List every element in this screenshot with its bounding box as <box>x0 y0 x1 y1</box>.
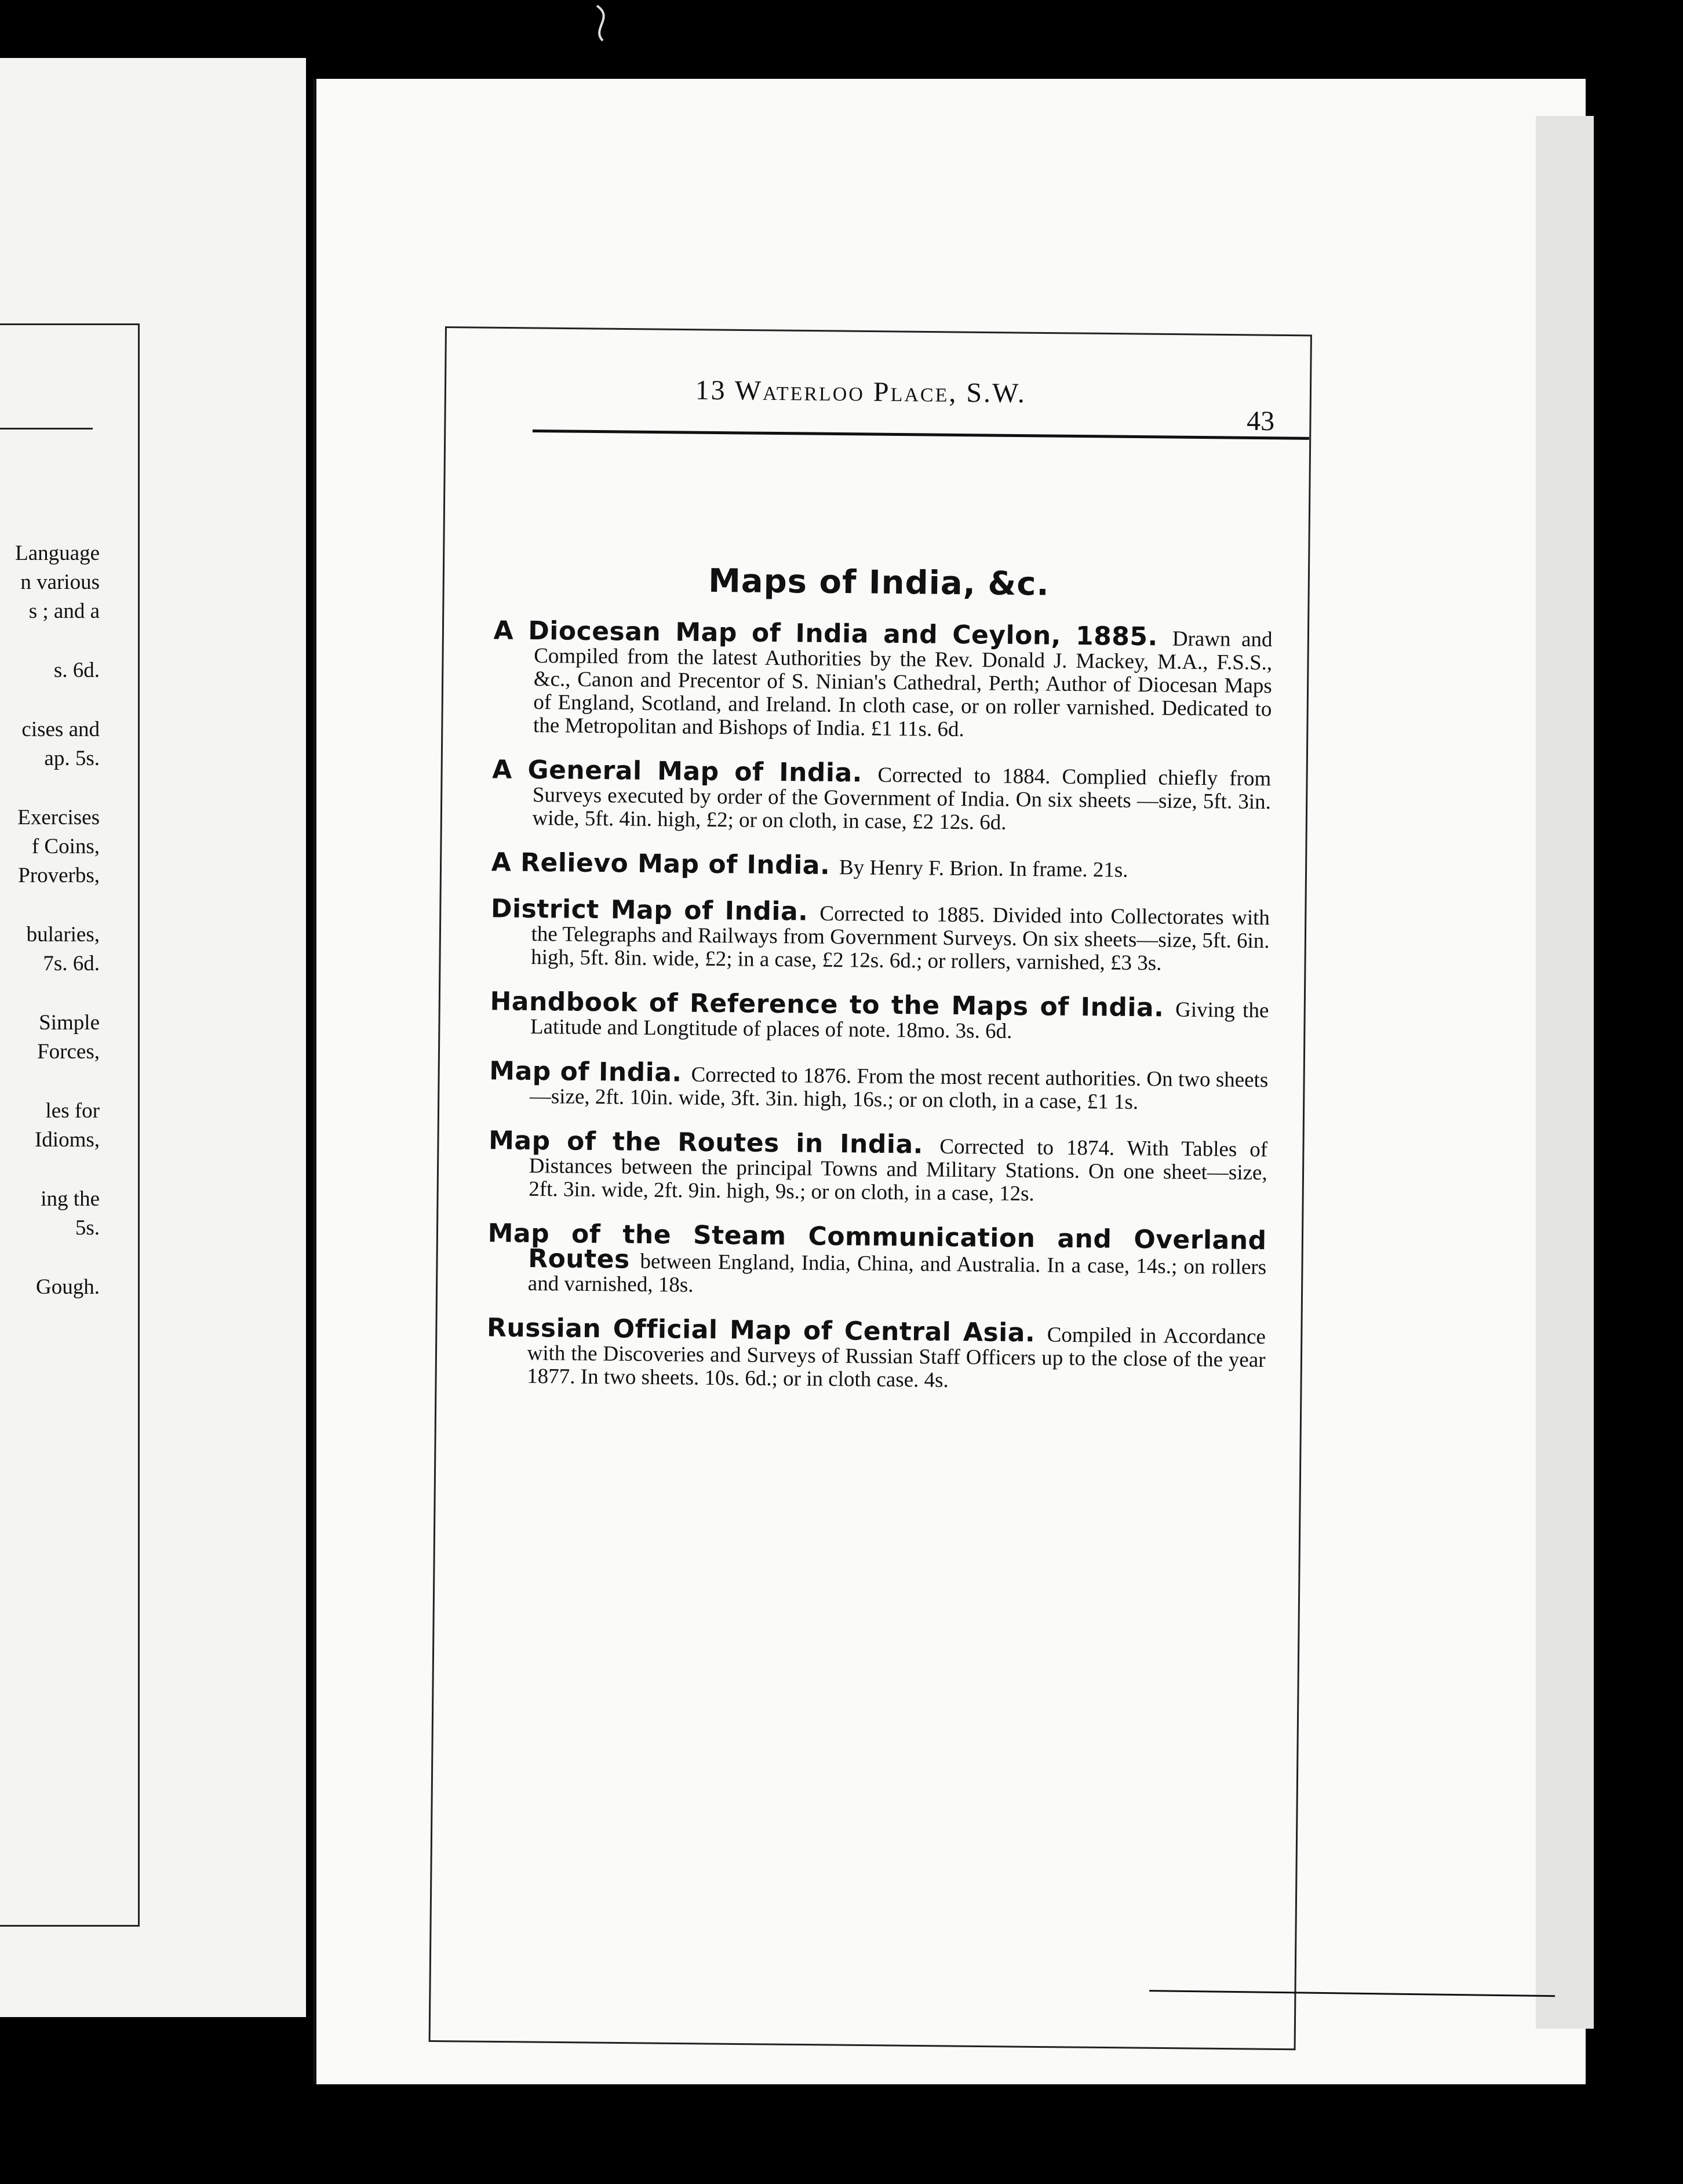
entry-text: Corrected to 1884. Complied chiefly from Surveys executed by order of the Government of India. On six sheets —size, 5ft. 3in. wide, 5ft. 4in. high, £2; or on cloth, in case, £2 12s. 6d. <box>532 763 1272 835</box>
entry-title: Map of India. <box>489 1056 691 1088</box>
left-fragment: 5s. <box>75 1216 100 1240</box>
catalogue-entry <box>491 755 1272 837</box>
entry-title: District Map of India. <box>490 894 820 927</box>
scan-artefact-mark <box>580 0 626 46</box>
catalogue-entries <box>465 616 1284 1395</box>
catalogue-entry <box>486 1313 1266 1395</box>
left-fragment: Idioms, <box>34 1128 100 1152</box>
catalogue-entry <box>490 894 1270 976</box>
entry-title: Handbook of Reference to the Maps of India. <box>490 987 1176 1023</box>
left-fragment: Exercises <box>17 806 100 829</box>
left-fragment: Simple <box>39 1011 100 1035</box>
page-edge <box>1536 116 1594 2029</box>
left-fragment: ing the <box>41 1187 100 1211</box>
catalogue-entry <box>493 616 1273 744</box>
entry-text: Compiled in Accordance with the Discoveries and Surveys of Russian Staff Officers up to the close of the year 1877. In two sheets. 10s. 6d.; or in cloth case. 4s. <box>527 1323 1266 1392</box>
running-header <box>475 365 1287 437</box>
left-fragment: Gough. <box>36 1275 100 1299</box>
catalogue-entry <box>490 987 1269 1046</box>
entry-title: A Diocesan Map of India and Ceylon, 1885. <box>493 616 1173 652</box>
entry-text: Giving the Latitude and Longtitude of places of note. 18mo. 3s. 6d. <box>530 998 1269 1043</box>
entry-title: A General Map of India. <box>492 755 878 788</box>
entry-text: Drawn and Compiled from the latest Authorities by the Rev. Donald J. Mackey, M.A., F.S.S., &c., Canon and Precentor of S. Ninian's Cathedral, Perth; Author of Diocesan Maps of England, Scotland, and Ireland. In cloth case, or on roller varnished. Dedicated to the Metropolitan and Bishops of India. £1 11s. 6d. <box>533 627 1273 742</box>
catalogue-entry <box>491 847 1270 883</box>
left-fragment: n various <box>20 570 100 594</box>
catalogue-entry <box>489 1056 1269 1115</box>
entry-text: between England, India, China, and Australia. In a case, 14s.; on rollers and varnished, 18s. <box>527 1249 1267 1297</box>
left-page-text-fragments <box>0 539 100 1302</box>
left-fragment: Proverbs, <box>18 864 100 887</box>
catalogue-entry <box>487 1218 1267 1302</box>
section-title: Maps of India, &c. <box>708 562 1050 603</box>
left-fragment: ap. 5s. <box>44 747 100 770</box>
entry-text: Corrected to 1876. From the most recent authorities. On two sheets—size, 2ft. 10in. wide, 3ft. 3in. high, 16s.; or on cloth, in a case, £1 1s. <box>529 1062 1269 1115</box>
entry-text: Corrected to 1885. Divided into Collectorates with the Telegraphs and Railways from Government Surveys. On six sheets—size, 5ft. 6in. high, 5ft. 8in. wide, £2; in a case, £2 12s. 6d.; or rollers, varnished, £3 3s. <box>531 901 1270 975</box>
left-fragment: Language <box>15 541 100 565</box>
left-fragment: Forces, <box>37 1040 100 1064</box>
catalogue-entry <box>488 1126 1268 1208</box>
left-fragment: 7s. 6d. <box>43 952 100 975</box>
entry-title: Map of the Steam Communication and Overland Routes <box>487 1218 1267 1275</box>
entry-title: Russian Official Map of Central Asia. <box>486 1313 1047 1348</box>
left-page-rule <box>0 428 93 429</box>
entry-title: A Relievo Map of India. <box>491 847 840 881</box>
left-fragment: cises and <box>21 718 100 741</box>
left-fragment: les for <box>45 1099 100 1123</box>
entry-text: Corrected to 1874. With Tables of Distances between the principal Towns and Military Stations. On one sheet—size, 2ft. 3in. wide, 2ft. 9in. high, 9s.; or on cloth, in a case, 12s. <box>529 1134 1268 1206</box>
publisher-address: 13 Waterloo Place, S.W. <box>695 374 1027 409</box>
entry-title: Map of the Routes in India. <box>488 1126 940 1160</box>
page-content <box>465 365 1287 1408</box>
left-fragment: s. 6d. <box>53 658 100 682</box>
left-fragment: bularies, <box>26 923 100 947</box>
entry-text: By Henry F. Brion. In frame. 21s. <box>839 856 1128 882</box>
left-fragment: s ; and a <box>28 599 100 623</box>
header-rule <box>533 429 1309 440</box>
page-number: 43 <box>1246 405 1275 437</box>
left-facing-page <box>0 58 306 2017</box>
left-fragment: f Coins, <box>31 835 100 858</box>
